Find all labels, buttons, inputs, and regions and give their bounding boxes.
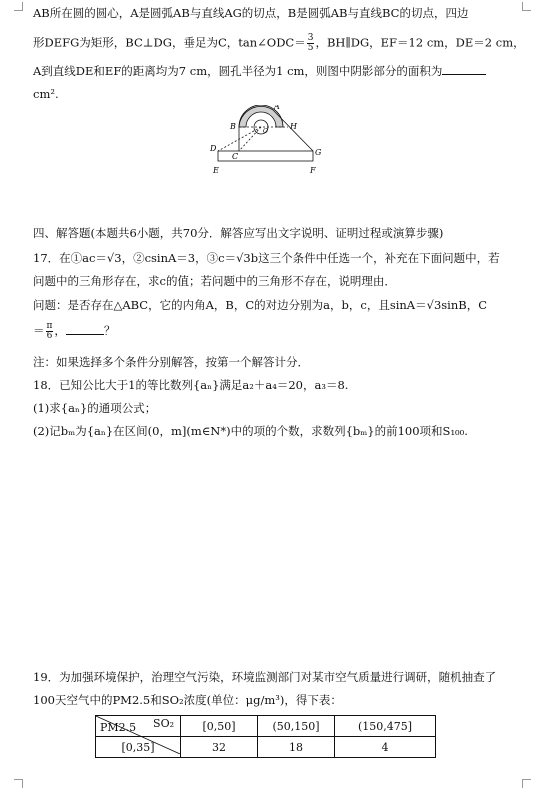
table-header-cell: (150,475] [335,716,436,737]
corner-bottom-label: PM2.5 [100,721,137,734]
label-A: A [274,105,280,111]
label-B: B [230,122,236,131]
q19-line1: 19．为加强环境保护，治理空气污染，环境监测部门对某市空气质量进行调研，随机抽查了 [33,670,497,684]
section-heading: 四、解答题(本题共6小题，共70分．解答应写出文字说明、证明过程或演算步骤) [33,226,444,240]
problem16-line2 [33,34,525,53]
label-H: H [290,122,297,131]
table-header-cell: (50,150] [258,716,335,737]
q18-line2: (1)求{aₙ}的通项公式； [33,401,157,415]
table-cell: 18 [258,737,335,758]
q17-equals: ＝ [33,323,45,338]
q18-line1: 18．已知公比大于1的等比数列{aₙ}满足a₂＋a₄＝20，a₃＝8. [33,378,349,392]
label-F: F [310,166,316,175]
label-O: O [263,128,268,135]
geometry-figure [206,105,336,177]
label-G: G [315,148,322,157]
page-corner-mark [14,2,23,11]
line-OC [239,127,261,151]
table-header-cell: [0,50] [181,716,258,737]
label-E: E [213,166,219,175]
pi-fraction-denominator: 6 [46,331,53,341]
answer-blank [66,324,104,335]
table-corner-cell [96,716,181,737]
tan-fraction-denominator: 5 [307,43,314,53]
problem16-line3 [33,63,525,79]
corner-top-label: SO₂ [153,717,174,730]
q17-comma: ， [54,323,66,338]
page-corner-mark [14,779,23,788]
problem16-line2-text-b: ，BH∥DG，EF＝12 cm，DE＝2 cm， [315,35,525,50]
q19-line2: 100天空气中的PM2.5和SO₂浓度(单位：μg/m³)，得下表： [33,693,342,707]
page-corner-mark [522,779,531,788]
problem16-line2-text-a: 形DEFG为矩形，BC⊥DG，垂足为C，tan∠ODC＝ [33,35,306,50]
q17-line2: 问题中的三角形存在，求c的值；若问题中的三角形不存在，说明理由． [33,274,396,288]
label-C: C [232,152,239,161]
q17-line3: 问题：是否存在△ABC，它的内角A，B，C的对边分别为a，b，c，且sinA＝√3sinB，C [33,298,487,312]
label-D: D [210,144,217,153]
table-cell: 32 [181,737,258,758]
table-header-row [96,716,436,737]
table-cell: 4 [335,737,436,758]
problem16-line4: cm². [33,87,59,101]
q17-line4 [33,322,525,341]
q17-line1: 17．在①ac＝√3，②csinA＝3，③c＝√3b这三个条件中任选一个，补充在下面问题中，若 [33,251,500,265]
tan-fraction [307,34,315,53]
concentration-table [95,715,436,758]
problem16-line3-text: A到直线DE和EF的距离均为7 cm，圆孔半径为1 cm，则图中阴影部分的面积为 [33,64,443,78]
problem16-line1: AB所在圆的圆心，A是圆弧AB与直线AG的切点，B是圆弧AB与直线BC的切点，四边 [33,6,469,20]
tan-fraction-numerator: 3 [307,33,314,43]
pi-fraction-numerator: π [46,321,53,331]
q17-note: 注：如果选择多个条件分别解答，按第一个解答计分． [33,355,309,369]
q18-line3: (2)记bₘ为{aₙ}在区间(0，m](m∈N*)中的项的个数，求数列{bₘ}的前100项和S₁₀₀. [33,424,468,438]
answer-blank [442,64,486,75]
table-row-label: [0,35] [96,737,181,758]
pi-fraction [46,322,54,341]
q17-question-mark: ？ [103,323,116,338]
